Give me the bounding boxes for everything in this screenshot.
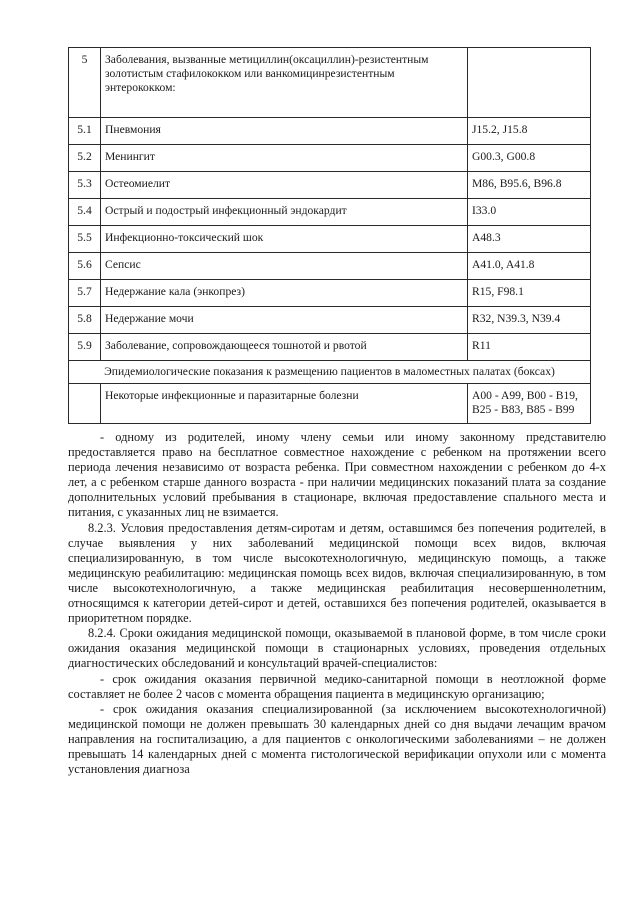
icd-codes: I33.0	[468, 199, 591, 226]
table-row	[69, 145, 591, 172]
icd-codes: R15, F98.1	[468, 280, 591, 307]
disease-name: Некоторые инфекционные и паразитарные болезни	[101, 384, 468, 424]
disease-name: Острый и подострый инфекционный эндокардит	[101, 199, 468, 226]
table-row	[69, 48, 591, 118]
paragraph-primary-care-wait: - срок ожидания оказания первичной медико-санитарной помощи в неотложной форме составляет не более 2 часов с момента обращения пациента в медицинскую организацию;	[68, 671, 606, 701]
row-number: 5.4	[69, 199, 101, 226]
disease-name: Инфекционно-токсический шок	[101, 226, 468, 253]
disease-name: Остеомиелит	[101, 172, 468, 199]
icd-codes: A41.0, A41.8	[468, 253, 591, 280]
table-section-header-row	[69, 361, 591, 384]
table-row	[69, 199, 591, 226]
table-row	[69, 253, 591, 280]
icd-codes: A00 - A99, B00 - B19, B25 - B83, B85 - B99	[468, 384, 591, 424]
row-number: 5.6	[69, 253, 101, 280]
disease-codes-table	[68, 47, 591, 424]
table-row	[69, 334, 591, 361]
row-number: 5.2	[69, 145, 101, 172]
paragraph-parent-cohabitation: - одному из родителей, иному члену семьи или иному законному представителю предоставляется право на бесплатное совместное нахождение с ребенком на протяжении всего периода лечения независимо от возраста ребенка. При совместном нахождении с ребенком до 4-х лет, а с ребенком старше данного возраста - при наличии медицинских показаний плата за создание дополнительных условий пребывания в стационаре, включая предоставление спального места и питания, с указанных лиц не взимается.	[68, 430, 606, 520]
disease-name: Недержание мочи	[101, 307, 468, 334]
icd-codes: G00.3, G00.8	[468, 145, 591, 172]
table-row	[69, 172, 591, 199]
table-row	[69, 307, 591, 334]
paragraph-8-2-4: 8.2.4. Сроки ожидания медицинской помощи, оказываемой в плановой форме, в том числе сроки ожидания оказания медицинской помощи в стационарных условиях, проведения отдельных диагностических обследований и консультаций врачей-специалистов:	[68, 626, 606, 671]
disease-name: Сепсис	[101, 253, 468, 280]
paragraph-8-2-3: 8.2.3. Условия предоставления детям-сиротам и детям, оставшимся без попечения родителей, в случае выявления у них заболеваний медицинской помощи всех видов, включая специализированную, в том числе высокотехнологичную, медицинскую помощь, а также медицинскую реабилитацию: медицинская помощь всех видов, включая специализированную, в том числе высокотехнологичную, а также медицинская реабилитация несовершеннолетним, относящимся к категории детей-сирот и детей, оставшихся без попечения родителей, оказывается в приоритетном порядке.	[68, 520, 606, 626]
section-header: Эпидемиологические показания к размещению пациентов в маломестных палатах (боксах)	[69, 361, 591, 384]
row-number: 5.3	[69, 172, 101, 199]
icd-codes: R32, N39.3, N39.4	[468, 307, 591, 334]
icd-codes: R11	[468, 334, 591, 361]
table-row	[69, 280, 591, 307]
row-number: 5.8	[69, 307, 101, 334]
icd-codes: J15.2, J15.8	[468, 118, 591, 145]
table-row	[69, 384, 591, 424]
icd-codes	[468, 48, 591, 118]
paragraph-specialized-care-wait: - срок ожидания оказания специализированной (за исключением высокотехнологичной) медицинской помощи не должен превышать 30 календарных дней со дня выдачи лечащим врачом направления на госпитализацию, а для пациентов с онкологическими заболеваниями – не должен превышать 14 календарных дней с момента гистологической верификации опухоли или с момента установления диагноза	[68, 701, 606, 777]
disease-name: Заболевания, вызванные метициллин(оксациллин)-резистентным золотистым стафилококком или ванкомицинрезистентным энтерококком:	[101, 48, 468, 118]
icd-codes: A48.3	[468, 226, 591, 253]
body-text	[68, 430, 606, 777]
table-row	[69, 226, 591, 253]
table-row	[69, 118, 591, 145]
row-number: 5.9	[69, 334, 101, 361]
disease-name: Недержание кала (энкопрез)	[101, 280, 468, 307]
row-number	[69, 384, 101, 424]
disease-name: Менингит	[101, 145, 468, 172]
row-number: 5.1	[69, 118, 101, 145]
disease-name: Заболевание, сопровождающееся тошнотой и рвотой	[101, 334, 468, 361]
disease-name: Пневмония	[101, 118, 468, 145]
row-number: 5	[69, 48, 101, 118]
row-number: 5.7	[69, 280, 101, 307]
icd-codes: M86, B95.6, B96.8	[468, 172, 591, 199]
row-number: 5.5	[69, 226, 101, 253]
